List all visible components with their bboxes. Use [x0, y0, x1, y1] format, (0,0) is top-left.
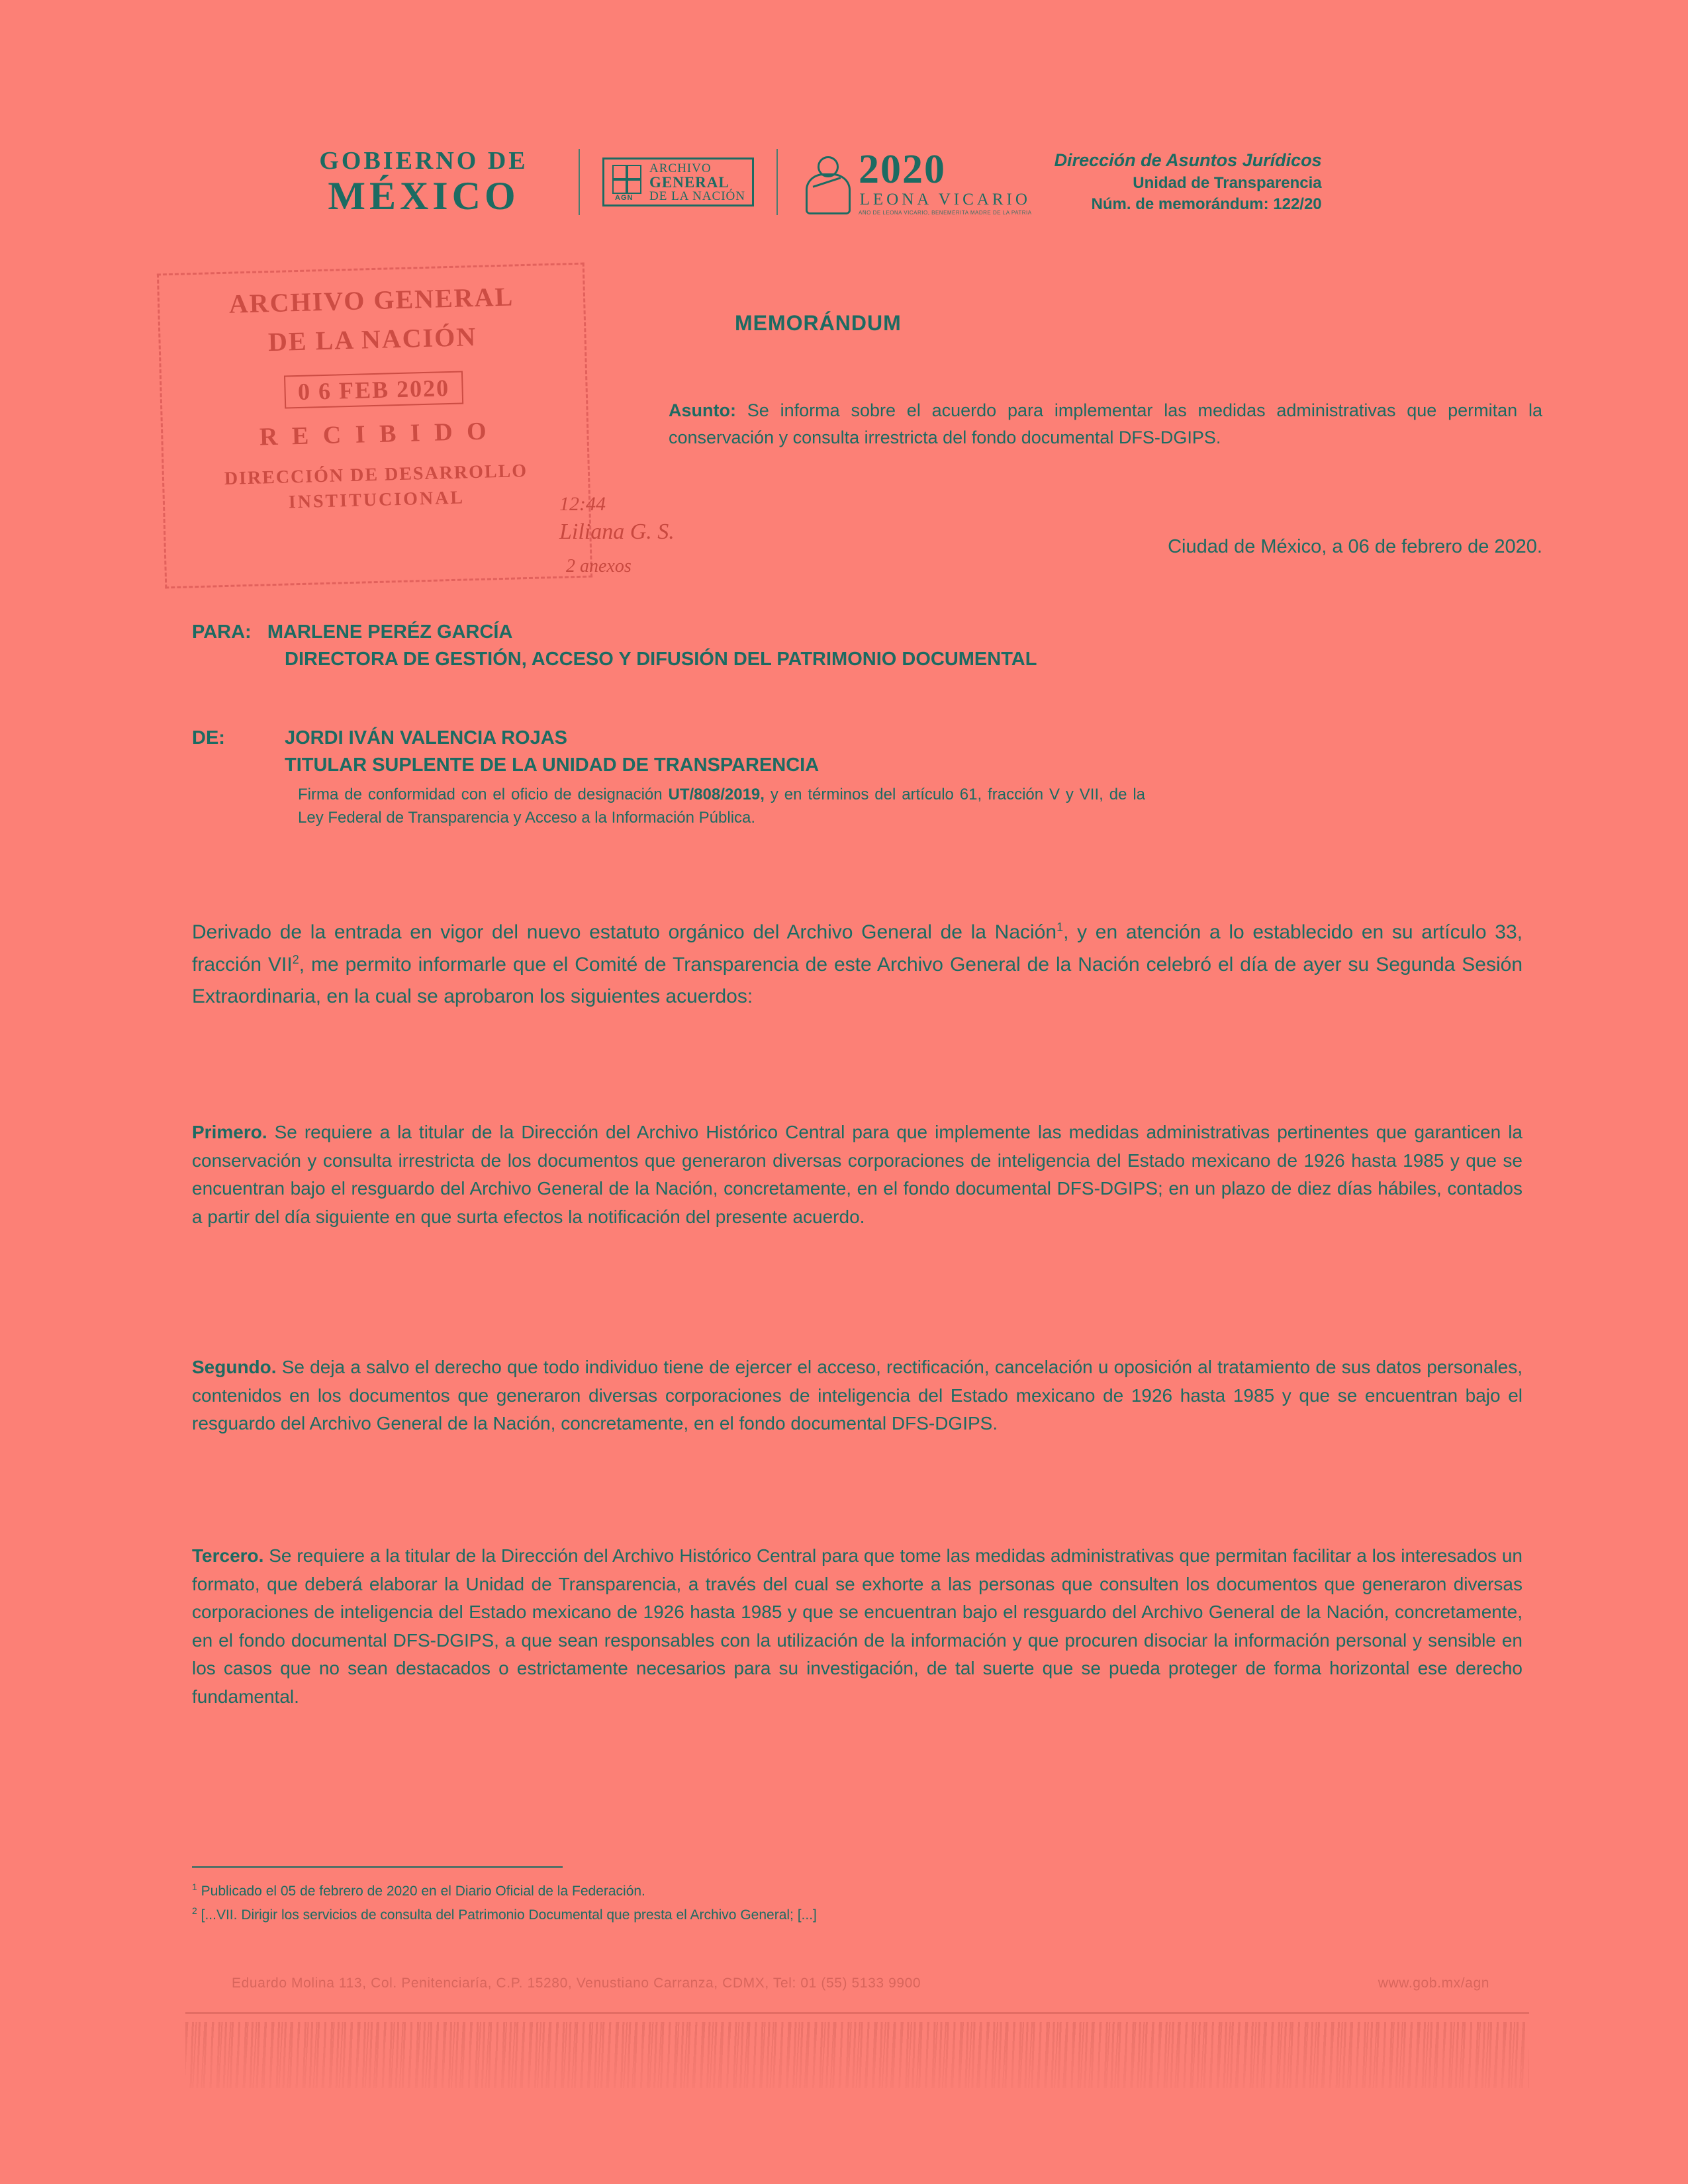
agn-line-3: DE LA NACIÓN — [649, 189, 745, 203]
footnote-ref-2: 2 — [292, 952, 299, 966]
header-department-block — [1055, 148, 1322, 215]
vicario-name: LEONA VICARIO — [859, 190, 1031, 208]
agreement-text: Se requiere a la titular de la Dirección del Archivo Histórico Central para que implemente las medidas administrativas pertinentes que garanticen la conservación y consulta irrestricta de los documentos que generaron diversas corporaciones de inteligencia del Estado mexicano de 1926 hasta 1985 y que se encuentran bajo el resguardo del Archivo General de la Nación, concretamente, en el fondo documental DFS-DGIPS; en un plazo de diez días hábiles, contados a partir del día siguiente en que surta efectos la notificación del presente acuerdo. — [192, 1122, 1523, 1227]
header-divider-1 — [579, 149, 580, 215]
footer-rule — [185, 2012, 1529, 2014]
agreement-text: Se deja a salvo el derecho que todo individuo tiene de ejercer el acceso, rectificación, cancelación u oposición al tratamiento de sus datos personales, contenidos en los documentos que generaron diversas corporaciones de inteligencia del Estado mexicano de 1926 hasta 1985 y que se encuentran bajo el resguardo del Archivo General de la Nación, concretamente, en el fondo documental DFS-DGIPS. — [192, 1357, 1523, 1434]
gobierno-de-mexico-logo — [291, 148, 556, 216]
agn-line-2: GENERAL — [649, 173, 729, 191]
agreement-label: Tercero. — [192, 1545, 264, 1566]
recipient-role: DIRECTORA DE GESTIÓN, ACCESO Y DIFUSIÓN DEL PATRIMONIO DOCUMENTAL — [285, 648, 1037, 670]
footer-decorative-band — [185, 2022, 1529, 2088]
stamp-line-5: DIRECCIÓN DE DESARROLLO — [224, 460, 528, 489]
sender-note-pre: Firma de conformidad con el oficio de designación — [298, 786, 669, 804]
footnote-text: [...VII. Dirigir los servicios de consulta del Patrimonio Documental que presta el Archivo General; [...] — [197, 1907, 817, 1923]
gob-line-2: MÉXICO — [328, 174, 520, 218]
vicario-year: 2020 — [859, 146, 946, 192]
agreement-text: Se requiere a la titular de la Dirección del Archivo Histórico Central para que tome las medidas administrativas que permitan facilitar a los interesados un formato, que deberá elaborar la Unidad de Transparencia, a través del cual se exhorte a las personas que consulten los documentos que generaron diversas corporaciones de inteligencia del Estado mexicano de 1926 hasta 1985 y que se encuentran bajo el resguardo del Archivo General de la Nación, concretamente, en el fondo documental DFS-DGIPS, a que sean responsables con la utilización de la información y que procuren disociar la información personal y sensible en los casos que no sean destacados o estrictamente necesarios para su investigación, de tal suerte que se pueda proteger de forma horizontal ese derecho fundamental. — [192, 1545, 1523, 1707]
stamp-line-2: DE LA NACIÓN — [267, 321, 477, 357]
recipient-label: PARA: — [192, 621, 252, 643]
recipient-name: MARLENE PERÉZ GARCÍA — [267, 621, 513, 643]
vicario-subtitle: AÑO DE LEONA VICARIO, BENEMÉRITA MADRE DE LA PATRIA — [859, 209, 1032, 216]
stamp-received-label: R E C I B I D O — [259, 417, 491, 451]
intro-part-b: , y en atención a lo establecido en su artículo 33, fracción VII — [192, 921, 1523, 976]
header-direction-line: Dirección de Asuntos Jurídicos — [1054, 150, 1322, 171]
sender-note-post: y en términos del artículo 61, fracción V y VII, de la Ley Federal de Transparencia y Acceso a la Información Pública. — [298, 786, 1145, 827]
footnote — [192, 1903, 1523, 1927]
agreement-item — [192, 1542, 1523, 1711]
memo-title: MEMORÁNDUM — [735, 311, 902, 335]
header-memo-number: Núm. de memorándum: 122/20 — [1091, 195, 1322, 214]
agn-wordmark — [649, 162, 745, 203]
received-stamp — [157, 263, 592, 589]
handwritten-time: 12:44 — [559, 493, 606, 515]
agreement-label: Primero. — [192, 1122, 267, 1142]
handwritten-annexes-note: 2 anexos — [566, 556, 632, 576]
subject-text: Se informa sobre el acuerdo para implementar las medidas administrativas que permitan la conservación y consulta irrestricta del fondo documental DFS-DGIPS. — [669, 400, 1542, 447]
stamp-date: 0 6 FEB 2020 — [284, 371, 463, 409]
footnote-marker: 1 — [192, 1882, 197, 1892]
agreement-item — [192, 1353, 1523, 1438]
subject-paragraph — [669, 397, 1542, 451]
agn-line-1: ARCHIVO — [649, 161, 712, 175]
subject-label: Asunto: — [669, 400, 736, 420]
sender-block — [192, 725, 1523, 830]
footnote-marker: 2 — [192, 1905, 197, 1916]
city-and-date: Ciudad de México, a 06 de febrero de 2020. — [1168, 536, 1542, 557]
agn-mark-label: AGN — [615, 194, 633, 202]
leona-vicario-portrait-icon — [800, 152, 852, 212]
intro-part-a: Derivado de la entrada en vigor del nuevo estatuto orgánico del Archivo General de la Nación — [192, 921, 1057, 943]
sender-note — [298, 784, 1145, 830]
footer-website: www.gob.mx/agn — [1378, 1976, 1489, 1991]
intro-paragraph — [192, 917, 1523, 1013]
footnote-text: Publicado el 05 de febrero de 2020 en el Diario Oficial de la Federación. — [197, 1884, 645, 1899]
footnotes — [192, 1880, 1523, 1927]
footer-address-bar — [232, 1976, 1489, 1991]
footnote-ref-1: 1 — [1056, 921, 1064, 934]
header-unit-line: Unidad de Transparencia — [1133, 173, 1322, 192]
sender-name: JORDI IVÁN VALENCIA ROJAS — [285, 727, 567, 749]
footnote-divider — [192, 1866, 563, 1868]
intro-part-c: , me permito informarle que el Comité de Transparencia de este Archivo General de la Nación celebró el día de ayer su Segunda Sesión Extraordinaria, en la cual se aprobaron los siguientes acuerdos: — [192, 953, 1523, 1008]
footer-address: Eduardo Molina 113, Col. Penitenciaría, C.P. 15280, Venustiano Carranza, CDMX, Tel: 01 (55) 5133 9900 — [232, 1976, 921, 1991]
archivo-general-de-la-nacion-logo — [602, 158, 754, 206]
stamp-line-1: ARCHIVO GENERAL — [228, 281, 514, 319]
sender-label: DE: — [192, 727, 225, 749]
stamp-line-6: INSTITUCIONAL — [288, 487, 465, 513]
gob-line-1: GOBIERNO DE — [319, 147, 528, 175]
agn-emblem-icon — [611, 163, 644, 201]
agreement-label: Segundo. — [192, 1357, 277, 1377]
footnote — [192, 1880, 1523, 1903]
handwritten-signature: Liliana G. S. — [559, 520, 675, 544]
leona-vicario-logo — [800, 146, 1032, 216]
sender-role: TITULAR SUPLENTE DE LA UNIDAD DE TRANSPARENCIA — [285, 754, 820, 776]
recipient-block — [192, 619, 1523, 672]
sender-note-reference: UT/808/2019, — [668, 786, 765, 804]
document-header — [291, 132, 1536, 232]
agreement-item — [192, 1118, 1523, 1231]
header-divider-2 — [776, 149, 778, 215]
